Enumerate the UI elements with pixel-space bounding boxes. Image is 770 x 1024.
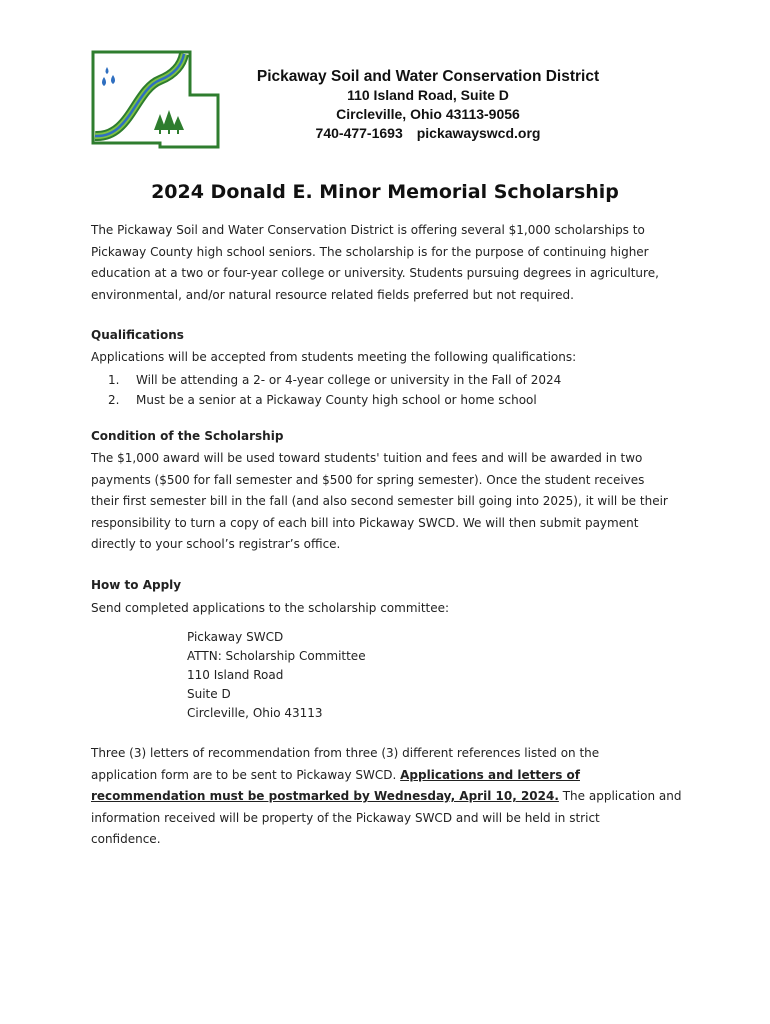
phone-number: 740-477-1693 (315, 125, 403, 141)
closing-paragraph (91, 743, 691, 851)
intro-line: education at a two or four-year college or university. Students pursuing degrees in agriculture, (91, 266, 659, 280)
condition-paragraph (91, 448, 691, 556)
how-to-apply-heading: How to Apply (91, 578, 182, 592)
closing-line: confidence. (91, 832, 161, 846)
mailing-address (187, 628, 366, 723)
qualifications-list (108, 370, 561, 410)
address-line: Pickaway SWCD (187, 630, 284, 644)
qualifications-lead: Applications will be accepted from students meeting the following qualifications: (91, 350, 577, 364)
address-line: 110 Island Road (187, 668, 284, 682)
district-logo (90, 50, 220, 150)
address-line: Circleville, Ohio 43113 (187, 706, 323, 720)
condition-line: their first semester bill in the fall (and also second semester bill going into 2025), it will be their (91, 494, 668, 508)
intro-line: environmental, and/or natural resource related fields preferred but not required. (91, 287, 574, 302)
qualifications-heading: Qualifications (91, 328, 184, 342)
closing-line: recommendation must be postmarked by Wednesday, April 10, 2024. The application and (91, 789, 682, 803)
document-title: 2024 Donald E. Minor Memorial Scholarship (151, 181, 619, 203)
deadline-emphasis: recommendation must be postmarked by Wednesday, April 10, 2024. (91, 789, 559, 803)
website-link[interactable]: pickawayswcd.org (416, 125, 541, 141)
condition-line: The $1,000 award will be used toward students' tuition and fees and will be awarded in two (91, 451, 643, 465)
address-line: ATTN: Scholarship Committee (187, 649, 366, 663)
address-line-1: 110 Island Road, Suite D (347, 87, 509, 103)
intro-line: Pickaway County high school seniors. The scholarship is for the purpose of continuing higher (91, 244, 649, 259)
condition-line: responsibility to turn a copy of each bill into Pickaway SWCD. We will then submit payment (91, 515, 639, 530)
contact-line (232, 124, 624, 143)
condition-heading: Condition of the Scholarship (91, 429, 284, 443)
closing-line: application form are to be sent to Pickaway SWCD. Applications and letters of (91, 767, 580, 782)
deadline-emphasis: Applications and letters of (400, 767, 580, 782)
list-item: 2. Must be a senior at a Pickaway County high school or home school (108, 393, 537, 407)
condition-line: payments ($500 for fall semester and $500 for spring semester). Once the student receives (91, 472, 645, 487)
intro-paragraph (91, 220, 691, 306)
letterhead (232, 67, 624, 143)
how-to-apply-lead: Send completed applications to the scholarship committee: (91, 601, 450, 615)
address-line: Suite D (187, 687, 231, 701)
intro-line: The Pickaway Soil and Water Conservation District is offering several $1,000 scholarships to (91, 223, 645, 237)
list-item: 1. Will be attending a 2- or 4-year college or university in the Fall of 2024 (108, 373, 562, 387)
organization-name: Pickaway Soil and Water Conservation District (256, 68, 600, 85)
condition-line: directly to your school’s registrar’s office. (91, 537, 341, 551)
closing-line: information received will be property of the Pickaway SWCD and will be held in strict (91, 810, 600, 825)
address-line-2: Circleville, Ohio 43113-9056 (336, 106, 520, 122)
closing-line: Three (3) letters of recommendation from three (3) different references listed on the (91, 746, 600, 760)
